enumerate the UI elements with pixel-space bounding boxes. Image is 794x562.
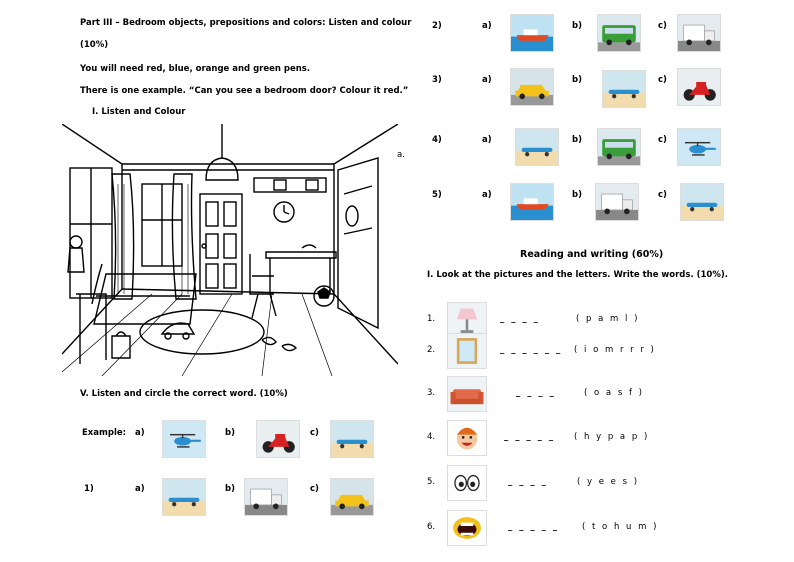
option-label: b) (572, 190, 582, 200)
option-label: a) (482, 75, 492, 85)
scrambled-letters: ( t o h u m ) (582, 522, 659, 532)
option-label: c) (658, 75, 667, 85)
item-number: 3. (427, 388, 436, 398)
scrambled-letters: ( i o m r r r ) (574, 345, 656, 355)
option-label: c) (310, 484, 319, 494)
option-label: a) (135, 484, 145, 494)
part3-example: There is one example. “Can you see a bedroom door? Colour it red.” (80, 86, 409, 96)
row-label: Example: (82, 428, 127, 438)
happy-face-icon (447, 420, 487, 456)
row-label: 4) (432, 135, 442, 145)
part5-title: V. Listen and circle the correct word. (10%) (80, 389, 288, 399)
sofa-icon (447, 376, 487, 412)
option-label: b) (572, 75, 582, 85)
motorbike-icon[interactable] (677, 68, 721, 106)
answer-blank[interactable]: _ _ _ _ (516, 388, 556, 398)
answer-blank[interactable]: _ _ _ _ (500, 314, 540, 324)
bus-icon[interactable] (597, 14, 641, 52)
boat-icon[interactable] (510, 14, 554, 52)
option-label: c) (658, 21, 667, 31)
scrambled-letters: ( p a m l ) (576, 314, 640, 324)
taxi-icon[interactable] (330, 478, 374, 516)
option-label: b) (225, 428, 235, 438)
scrambled-letters: ( h y p a p ) (574, 432, 650, 442)
item-number: 4. (427, 432, 436, 442)
boat-icon[interactable] (510, 183, 554, 221)
option-label: a) (482, 21, 492, 31)
row-label: 5) (432, 190, 442, 200)
option-label: b) (572, 21, 582, 31)
truck-icon[interactable] (677, 14, 721, 52)
option-label: c) (658, 190, 667, 200)
reading-instruction: I. Look at the pictures and the letters. Write the words. (10%). (427, 270, 728, 280)
scrambled-letters: ( o a s f ) (584, 388, 644, 398)
skateboard-icon[interactable] (680, 183, 724, 221)
row-label: 2) (432, 21, 442, 31)
eyes-icon (447, 465, 487, 501)
skateboard-icon[interactable] (515, 128, 559, 166)
option-label: b) (572, 135, 582, 145)
truck-icon[interactable] (595, 183, 639, 221)
option-label: c) (658, 135, 667, 145)
motorbike-icon[interactable] (256, 420, 300, 458)
skateboard-icon[interactable] (602, 70, 646, 108)
reading-title: Reading and writing (60%) (520, 249, 664, 260)
part3-weight: (10%) (80, 40, 109, 50)
bus-icon[interactable] (597, 128, 641, 166)
item-number: 2. (427, 345, 436, 355)
skateboard-icon[interactable] (330, 420, 374, 458)
stray-mark: a. (397, 150, 405, 160)
answer-blank[interactable]: _ _ _ _ _ (504, 432, 556, 442)
part3-section: I. Listen and Colour (92, 107, 186, 117)
helicopter-icon[interactable] (677, 128, 721, 166)
mirror-icon (447, 333, 487, 369)
part3-pens: You will need red, blue, orange and green pens. (80, 64, 311, 74)
bedroom-illustration[interactable] (62, 124, 398, 376)
item-number: 5. (427, 477, 436, 487)
mouth-icon (447, 510, 487, 546)
option-label: a) (482, 135, 492, 145)
answer-blank[interactable]: _ _ _ _ (508, 477, 548, 487)
item-number: 6. (427, 522, 436, 532)
taxi-icon[interactable] (510, 68, 554, 106)
option-label: b) (225, 484, 235, 494)
skateboard-icon[interactable] (162, 478, 206, 516)
truck-icon[interactable] (244, 478, 288, 516)
option-label: c) (310, 428, 319, 438)
scrambled-letters: ( y e e s ) (577, 477, 640, 487)
part3-title: Part III – Bedroom objects, prepositions and colors: Listen and colour (80, 18, 412, 28)
helicopter-icon[interactable] (162, 420, 206, 458)
answer-blank[interactable]: _ _ _ _ _ _ (500, 345, 563, 355)
option-label: a) (135, 428, 145, 438)
item-number: 1. (427, 314, 436, 324)
option-label: a) (482, 190, 492, 200)
row-label: 1) (84, 484, 94, 494)
row-label: 3) (432, 75, 442, 85)
answer-blank[interactable]: _ _ _ _ _ (508, 522, 560, 532)
